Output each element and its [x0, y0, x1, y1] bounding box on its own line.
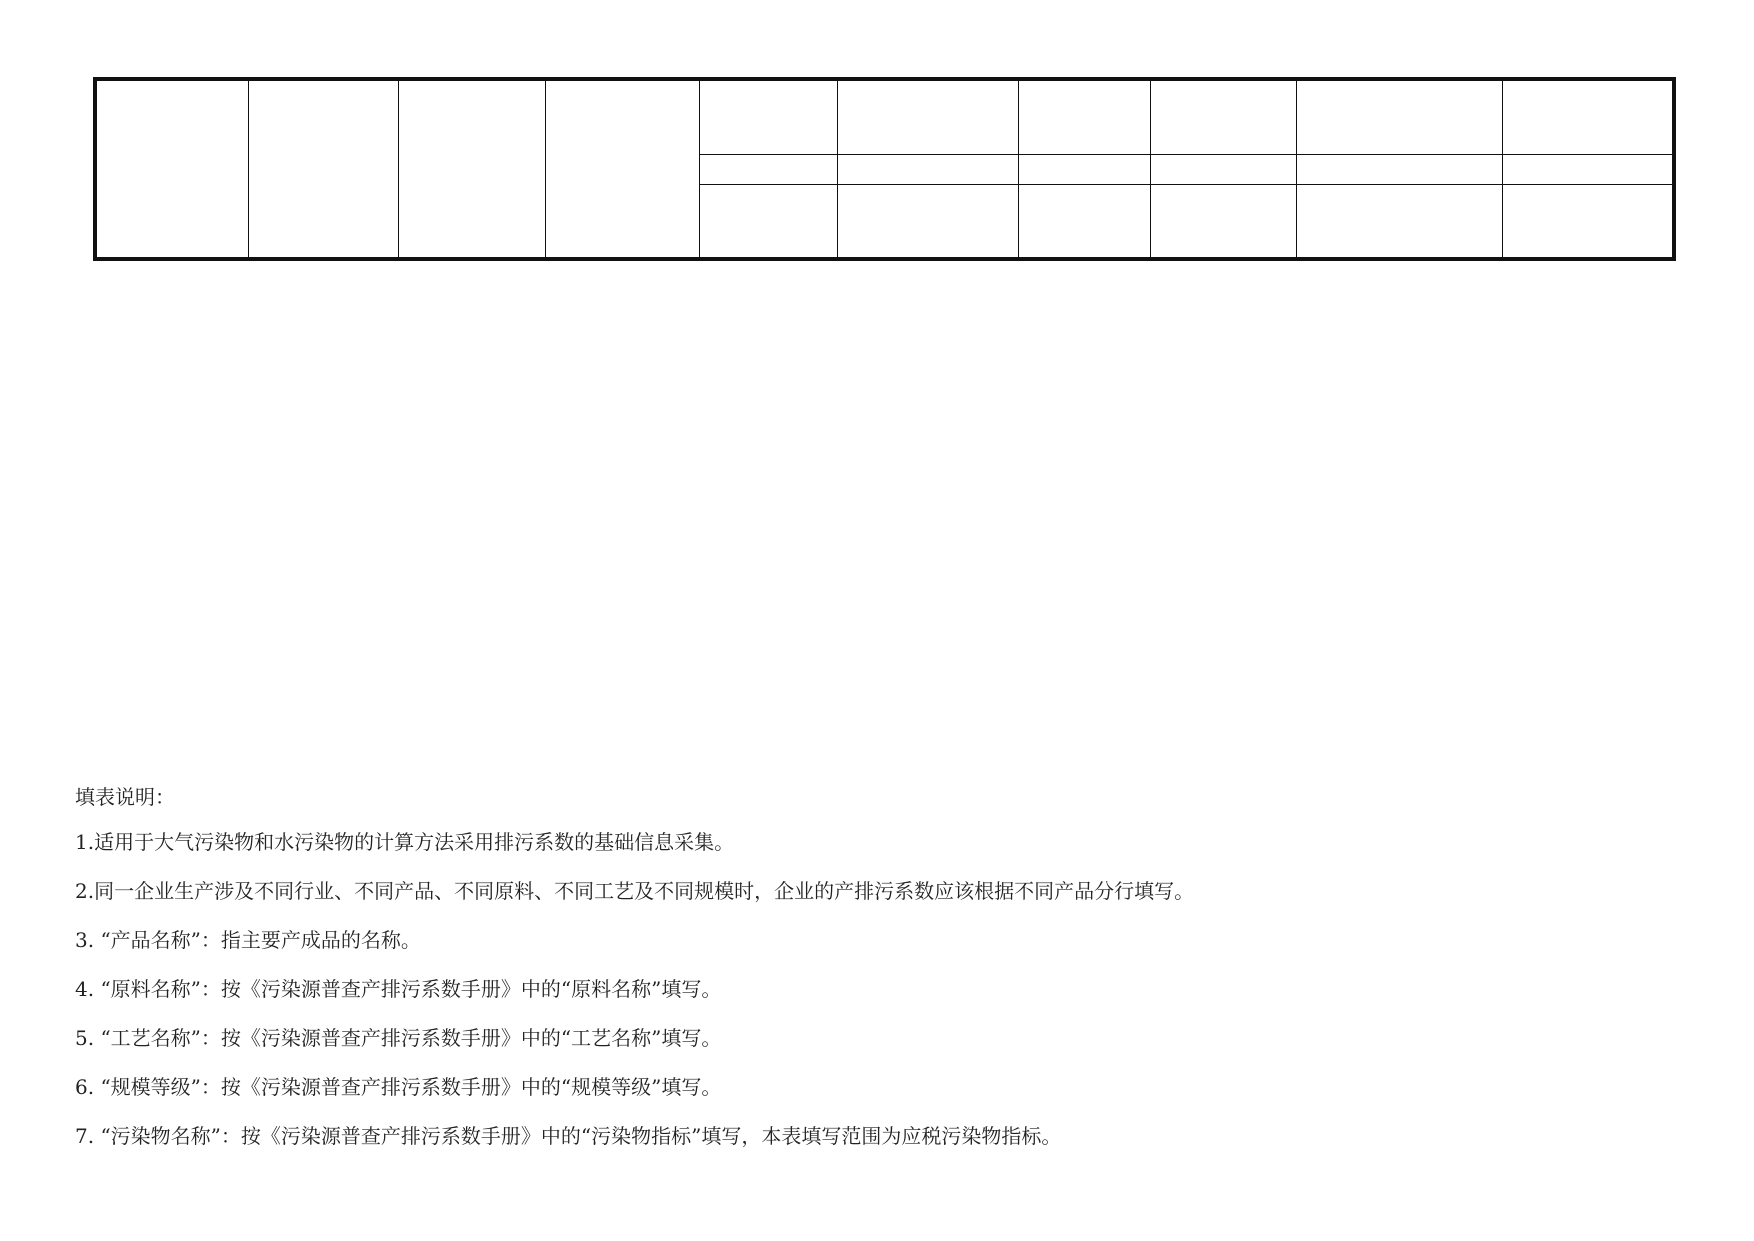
coefficient-table: [93, 77, 1676, 261]
table-cell[interactable]: [1502, 184, 1674, 259]
scale-level-cell[interactable]: [545, 79, 699, 259]
table-cell[interactable]: [699, 154, 837, 184]
instruction-item-3: 3. “产品名称”：指主要产成品的名称。: [75, 928, 421, 952]
table-cell[interactable]: [1296, 79, 1502, 154]
product-name-cell[interactable]: [95, 79, 248, 259]
table-row: [95, 79, 1674, 154]
table-cell[interactable]: [837, 154, 1018, 184]
table-cell[interactable]: [699, 184, 837, 259]
table-cell[interactable]: [1018, 184, 1150, 259]
table-cell[interactable]: [699, 79, 837, 154]
table-cell[interactable]: [1296, 154, 1502, 184]
filling-instructions: [75, 783, 1675, 1171]
instruction-item-7: 7. “污染物名称”：按《污染源普查产排污系数手册》中的“污染物指标”填写，本表填写范围为应税污染物指标。: [75, 1124, 1062, 1148]
table-cell[interactable]: [1018, 79, 1150, 154]
raw-material-cell[interactable]: [248, 79, 398, 259]
instruction-item-5: 5. “工艺名称”：按《污染源普查产排污系数手册》中的“工艺名称”填写。: [75, 1026, 722, 1050]
table-cell[interactable]: [837, 79, 1018, 154]
instruction-item-2: 2.同一企业生产涉及不同行业、不同产品、不同原料、不同工艺及不同规模时，企业的产排污系数应该根据不同产品分行填写。: [75, 879, 1195, 903]
instruction-item-4: 4. “原料名称”：按《污染源普查产排污系数手册》中的“原料名称”填写。: [75, 977, 722, 1001]
table-cell[interactable]: [1502, 79, 1674, 154]
process-name-cell[interactable]: [398, 79, 545, 259]
instruction-item-6: 6. “规模等级”：按《污染源普查产排污系数手册》中的“规模等级”填写。: [75, 1075, 722, 1099]
table-cell[interactable]: [1150, 79, 1296, 154]
table-cell[interactable]: [1296, 184, 1502, 259]
table-cell[interactable]: [1018, 154, 1150, 184]
instruction-item-1: 1.适用于大气污染物和水污染物的计算方法采用排污系数的基础信息采集。: [75, 830, 735, 854]
table-cell[interactable]: [1150, 154, 1296, 184]
table-cell[interactable]: [1150, 184, 1296, 259]
table-cell[interactable]: [837, 184, 1018, 259]
instructions-title: 填表说明：: [75, 785, 175, 809]
table-cell[interactable]: [1502, 154, 1674, 184]
